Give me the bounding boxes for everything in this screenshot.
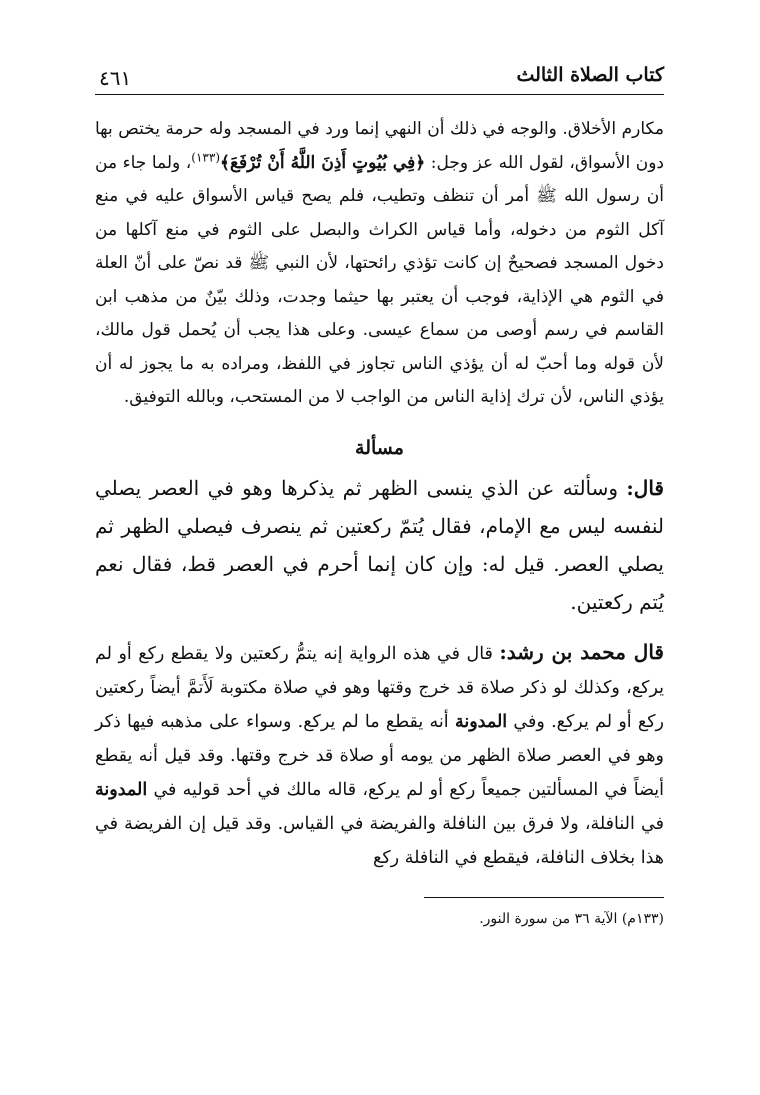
book-title: كتاب الصلاة الثالث	[516, 64, 664, 86]
source-title-2: المدونة	[95, 779, 148, 800]
quran-verse: ﴿فِي بُيُوتٍ أَذِنَ اللَّهُ أَنْ تُرْفَعَ﴾	[220, 152, 426, 173]
intro-text-2: ، ولما جاء من أن رسول الله ﷺ أمر أن تنظف وتطيب، فلم يصح قياس الأسواق عليه في منع آكل الثوم من دخوله، وأما قياس الكراث والبصل على الثوم في منع آكلها من دخول المسجد فصحيحٌ إن كانت تؤذي رائحتها، لأن النبي ﷺ قد نصّ على أنّ العلة في الثوم هي الإذاية، فوجب أن يعتبر بها حيثما وجدت، وذلك بيّنٌ من مذهب ابن القاسم في رسم أوصى من سماع عيسى. وعلى هذا يجب أن يُحمل قول مالك، لأن قوله وما أحبّ له أن يؤذي الناس تجاوز في اللفظ، ومراده به ما يجوز له أن يؤذي الناس، لأن ترك إذاية الناس من الواجب لا من المستحب، وبالله التوفيق.	[95, 152, 664, 407]
intro-text-1: مكارم الأخلاق. والوجه في ذلك أن النهي إنما ورد في المسجد وله حرمة يختص بها دون الأسواق، لقول الله عز وجل:	[95, 119, 665, 173]
footnote-reference: (١٣٣)	[191, 149, 221, 164]
commentary-text-1: قال في هذه الرواية إنه يتمُّ ركعتين ولا يقطع ركع أو لم يركع، وكذلك لو ذكر صلاة قد خرج وقتها وهو في صلاة مكتوبة لَأَتمَّ أيضاً ركعتين ركع أو لم يركع. وفي	[95, 643, 664, 732]
question-lead: قال:	[626, 475, 664, 500]
footnote: (١٣٣م) الآية ٣٦ من سورة النور.	[479, 910, 664, 927]
question-paragraph	[95, 469, 664, 621]
intro-paragraph	[95, 113, 664, 415]
commentary-paragraph	[95, 635, 664, 875]
commentary-text-3: في النافلة، ولا فرق بين النافلة والفريضة في القياس. وقد قيل إن الفريضة في هذا بخلاف النافلة، فيقطع في النافلة ركع	[95, 813, 664, 868]
commentary-text-2: أنه يقطع ما لم يركع. وسواء على مذهبه فيها ذكر وهو في العصر صلاة الظهر من يومه أو صلاة قد خرج وقتها. وقد قيل أنه يقطع أيضاً في المسألتين جميعاً ركع أو لم يركع، قاله مالك في أحد قوليه في	[95, 711, 664, 800]
commentary-lead: قال محمد بن رشد:	[499, 639, 664, 664]
page-number: ٤٦١	[99, 66, 132, 90]
book-page	[95, 60, 664, 930]
source-title-1: المدونة	[454, 711, 508, 732]
section-heading: مسألة	[355, 436, 404, 459]
running-header	[95, 60, 664, 95]
question-text: وسألته عن الذي ينسى الظهر ثم يذكرها وهو في العصر يصلي لنفسه ليس مع الإمام، فقال يُتمّ ركعتين ثم ينصرف فيصلي الظهر ثم يصلي العصر. قيل له: وإن كان إنما أحرم في العصر قط، فقال نعم يُتم ركعتين.	[95, 475, 664, 614]
footnote-divider	[424, 897, 664, 898]
